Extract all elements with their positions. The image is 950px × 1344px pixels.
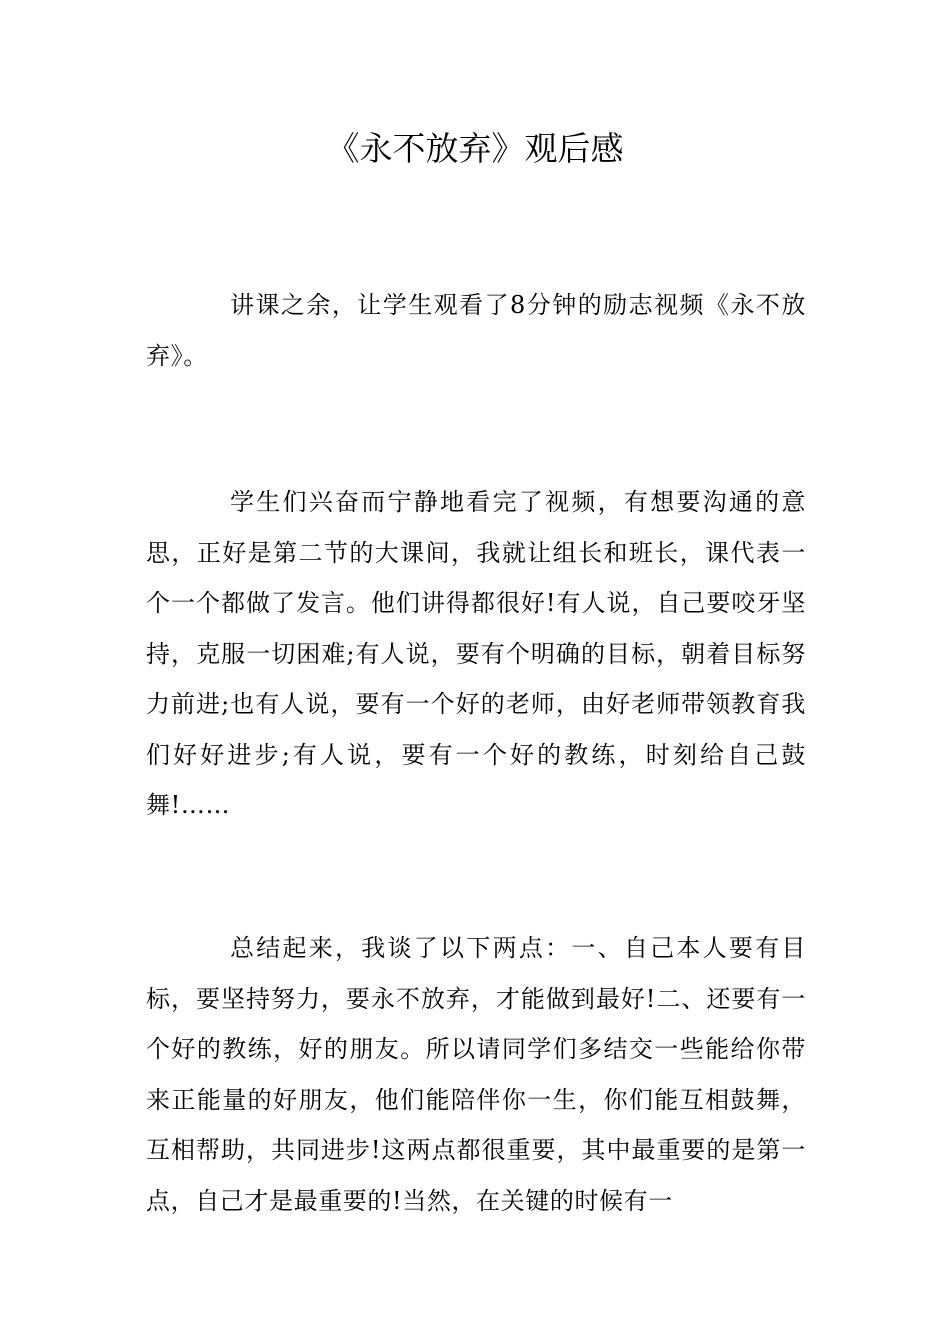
paragraph-2: 学生们兴奋而宁静地看完了视频，有想要沟通的意思，正好是第二节的大课间，我就让组长和班长，课代表一个一个都做了发言。他们讲得都很好!有人说，自己要咬牙坚持，克服一切困难;有人说，要有个明确的目标，朝着目标努力前进;也有人说，要有一个好的老师，由好老师带领教育我们好好进步;有人说，要有一个好的教练，时刻给自己鼓舞!…… bbox=[146, 488, 806, 819]
paragraph-3: 总结起来，我谈了以下两点：一、自己本人要有目标，要坚持努力，要永不放弃，才能做到最好!二、还要有一个好的教练，好的朋友。所以请同学们多结交一些能给你带来正能量的好朋友，他们能陪伴你一生，你们能互相鼓舞，互相帮助，共同进步!这两点都很重要，其中最重要的是第一点，自己才是最重要的!当然，在关键的时候有一 bbox=[146, 934, 806, 1215]
document-title: 《永不放弃》观后感 bbox=[326, 129, 624, 168]
paragraph-1: 讲课之余，让学生观看了8分钟的励志视频《永不放弃》。 bbox=[146, 291, 806, 370]
